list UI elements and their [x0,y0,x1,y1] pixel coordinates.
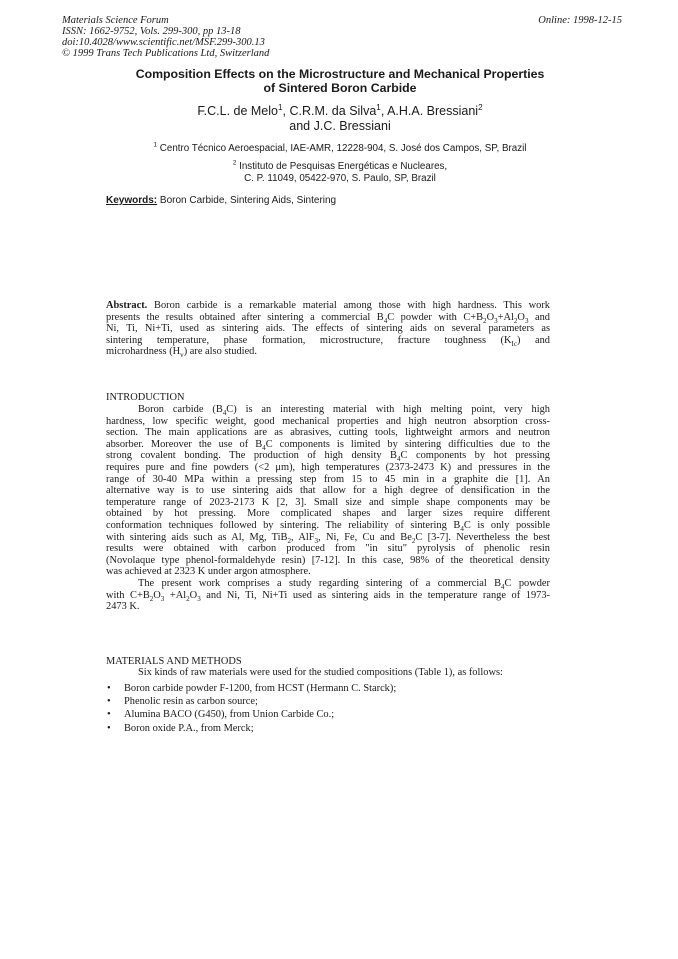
author-separator: , [282,104,290,118]
author-name: J.C. Bressiani [313,119,391,133]
affiliation-marker: 1 [153,141,158,149]
abstract-line: microhardness $(H_v)$ are also studied. [106,346,257,360]
paragraph-line: strong covalent bonding. The production of high density $B_4C$ components by hot pressing [106,450,551,464]
copyright-line: © 1999 Trans Tech Publications Ltd, Switzerland [62,48,270,59]
abstract-line: sintering temperature, phase formation, microstructure, fracture toughness $(K_{Ic})$ and [106,334,551,348]
affiliation-text: Instituto de Pesquisas Energéticas e Nucleares, [239,161,448,172]
author-name: F.C.L. de Melo [197,104,278,118]
paragraph-line: Boron carbide $(B_4C)$ is an interesting material with high melting point, very high [138,404,550,418]
paragraph-line: temperature range of 2023-2173 K [2, 3]. Small size and simple shape components may be [106,496,550,508]
author-conjunction: and [289,119,314,133]
paragraph-line: absorber. Moreover the use of $B_4C$ components is limited by sintering difficulties due to the [106,438,551,452]
abstract-line: Ni, Ti, Ni+Ti, used as sintering aids. The effects of sintering aids on several parameters as [106,323,550,335]
paragraph-line: The present work comprises a study regarding sintering of a commercial $B_4C$ powder [138,577,550,591]
author-name: A.H.A. Bressiani [387,104,479,118]
paragraph-line: with $C+B_2O_3 +Al_2O_3$ and Ni, Ti, Ni+Ti used as sintering aids in the temperature range of 1973- [106,589,550,603]
paragraph-line: alternative way is to use sintering aids that allow for a high degree of densification in the [106,485,550,497]
section-heading-materials: MATERIALS AND METHODS [106,656,242,667]
keywords-text: Boron Carbide, Sintering Aids, Sintering [157,195,337,206]
paragraph-line: was achieved at 2323 K under argon atmosphere. [106,566,311,578]
keywords-label: Keywords: [106,195,158,206]
affiliation-1 [60,143,620,155]
keywords [106,195,606,206]
list-item: • Boron carbide powder F-1200, from HCST (Hermann C. Starck); [107,683,397,694]
authors-line-2 [60,119,620,134]
affiliation-marker: 2 [232,159,237,167]
bullet-icon: • [107,709,111,721]
materials-list [106,682,550,735]
issn-line: ISSN: 1662-9752, Vols. 299-300, pp 13-18 [62,26,241,37]
doi-line: doi:10.4028/www.scientific.net/MSF.299-300.13 [62,37,265,48]
paragraph-line: conformation techniques followed by sintering. The reliability of sintering $B_4C$ is only possible [106,519,551,534]
abstract-line: presents the results obtained after sintering a commercial $B_4C$ powder with $C+B_2O_3+Al_2O_3$ and [106,311,550,325]
affiliation-text: C. P. 11049, 05422-970, S. Paulo, SP, Brazil [244,172,436,184]
paragraph-line: results were obtained with carbon produced from "in situ" pyrolysis of phenolic resin [106,543,550,555]
author-separator: , [380,104,388,118]
section-heading-introduction: INTRODUCTION [106,392,185,403]
paragraph-line: requires pure and fine powders (<2 μm), high temperatures (2373-2473 K) and pressures in the [106,461,550,473]
online-date: Online: 1998-12-15 [538,15,622,26]
introduction-text [106,404,550,613]
paragraph-line: section. The main applications are as abrasives, cutting tools, lightweight armors and neutron [106,427,550,439]
paragraph-line: (Novolaque type phenol-formaldehyde resin) [7-12]. In this case, 98% of the theoretical density [106,554,550,566]
affiliation-text: Centro Técnico Aeroespacial, IAE-AMR, 12228-904, S. José dos Campos, SP, Brazil [159,143,527,154]
list-item: • Phenolic resin as carbon source; [107,696,258,708]
list-item: • Boron oxide P.A., from Merck; [107,722,254,734]
bullet-icon: • [107,722,111,734]
authors-line-1 [60,104,620,119]
affiliation-marker: 1 [277,102,283,112]
abstract-line: Abstract. Boron carbide is a remarkable material among those with high hardness. This work [106,300,550,311]
abstract [106,300,550,358]
paragraph-line: range of 30-40 MPa within a pressing step from 15 to 45 min in a graphite die [1]. An [106,473,550,485]
abstract-label: Abstract. [106,300,148,311]
bullet-icon: • [107,683,111,694]
paragraph-line: with sintering aids such as Al, Mg, TiB$_2$, AlF$_3$, Ni, Fe, Cu and $Be_2C$ [3-7]. Nevertheless the best [106,531,550,545]
affiliation-marker: 2 [478,102,483,112]
bullet-icon: • [107,696,111,708]
paper-title [80,67,600,95]
author-name: C.R.M. da Silva [289,104,377,118]
list-item: • Alumina BACO (G450), from Union Carbide Co.; [107,709,335,721]
affiliation-marker: 1 [376,102,381,112]
journal-name: Materials Science Forum [62,15,169,26]
materials-text [106,667,550,679]
paragraph-line: Six kinds of raw materials were used for the studied compositions (Table 1), as follows: [138,667,503,678]
title-line-1: Composition Effects on the Microstructure and Mechanical Properties [135,67,545,81]
affiliation-2 [60,161,620,184]
paragraph-line: 2473 K. [106,601,140,613]
paragraph-line: hardness, low specific weight, good mechanical properties and high neutron absorption cross- [106,415,550,427]
author-list [60,104,620,134]
paragraph-line: obtained by hot pressing. More complicated shapes and larger sizes require different [106,508,550,520]
title-line-2: of Sintered Boron Carbide [263,81,417,95]
